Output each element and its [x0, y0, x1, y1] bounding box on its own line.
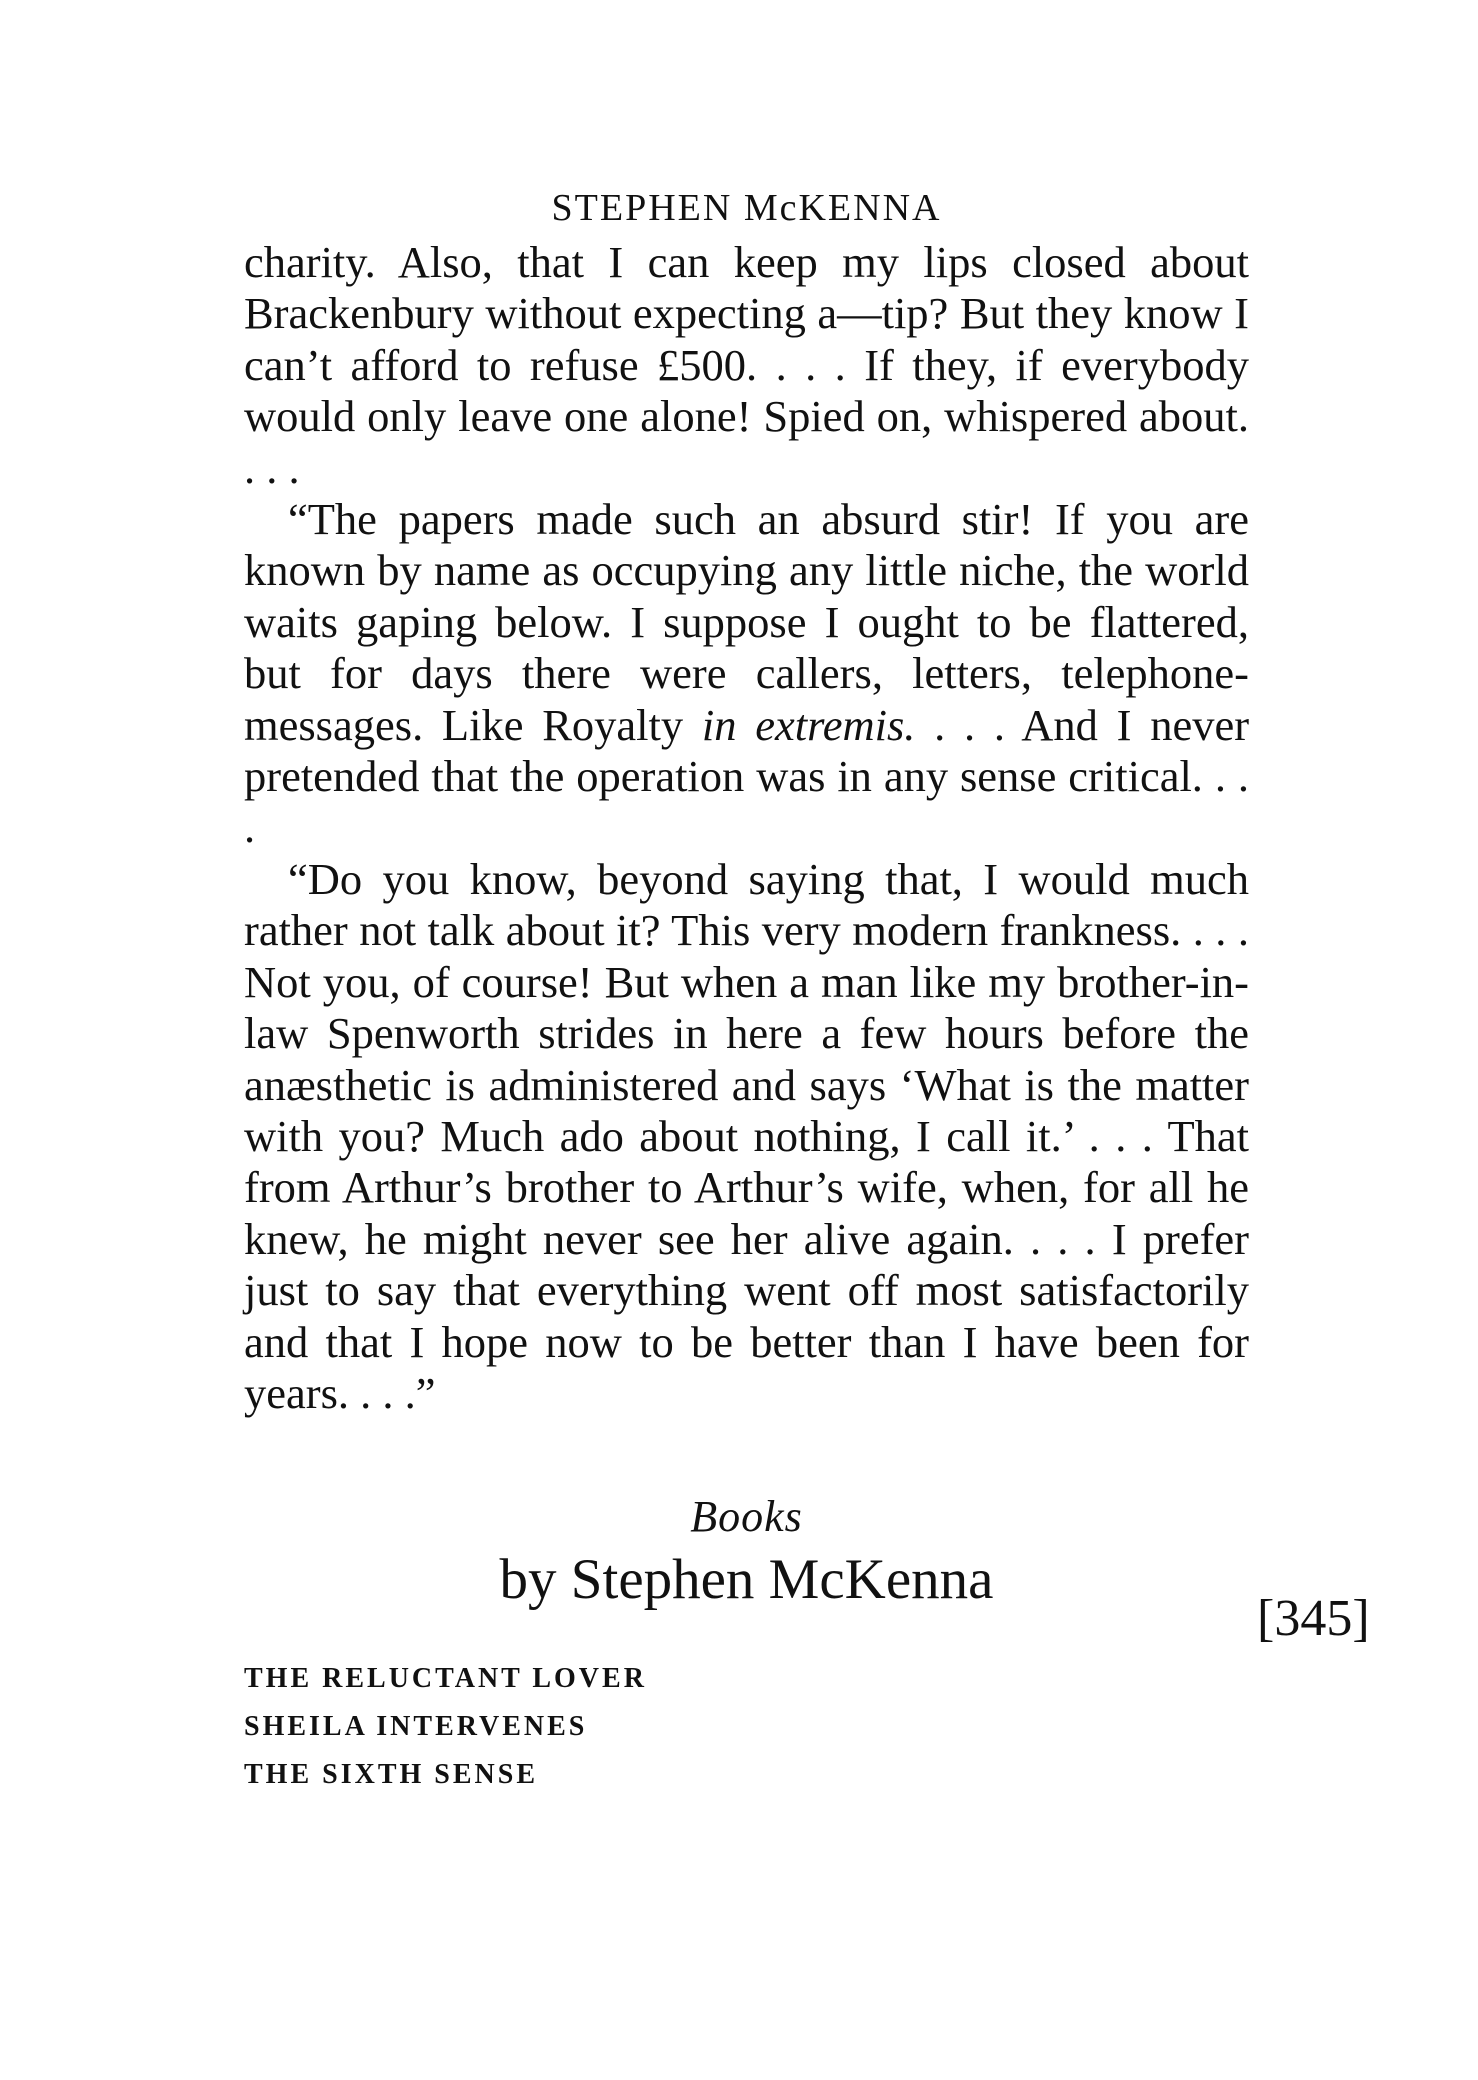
book-title: SHEILA INTERVENES — [244, 1711, 588, 1743]
book-title: THE RELUCTANT LOVER — [244, 1663, 647, 1695]
body-text — [244, 237, 1249, 1419]
books-author: by Stephen McKenna — [499, 1548, 994, 1612]
paragraph-3: “Do you know, beyond saying that, I would much rather not talk about it? This very modern frankness. . . . Not you, of course! But when a man like my brother-in-law Spenworth strides in here a few hours before the anæsthetic is administered and says ‘What is the matter with you? Much ado about nothing, I call it.’ . . . That from Arthur’s brother to Arthur’s wife, when, for all he knew, he might never see her alive again. . . . I prefer just to say that everything went off most satisfactorily and that I hope now to be better than I have been for years. . . .” — [244, 853, 1249, 1418]
paragraph-2-tail: . . . And I never pretended that the operation was in any sense critical. . . . — [244, 699, 1250, 853]
paragraph-2 — [244, 494, 1249, 854]
page — [244, 185, 1370, 1799]
page-number: [345] — [1257, 1590, 1370, 1647]
paragraph-1: charity. Also, that I can keep my lips closed about Brackenbury without expecting a—tip? But they know I can’t afford to refuse £500. . . . If they, if everybody would only leave one alone! Spied on, whispered about. . . . — [244, 237, 1249, 493]
paragraph-2-text: “The papers made such an absurd stir! If you are known by name as occupying any little niche, the world waits gaping below. I suppose I ought to be flattered, but for days there were callers, letters, telephone-messages. Like Royalty — [244, 494, 1249, 750]
book-list — [244, 1655, 1249, 1799]
book-title: THE SIXTH SENSE — [244, 1759, 538, 1791]
running-head: STEPHEN McKENNA — [551, 187, 942, 229]
italic-phrase: in extremis. — [701, 699, 916, 750]
books-heading: Books — [690, 1492, 803, 1542]
